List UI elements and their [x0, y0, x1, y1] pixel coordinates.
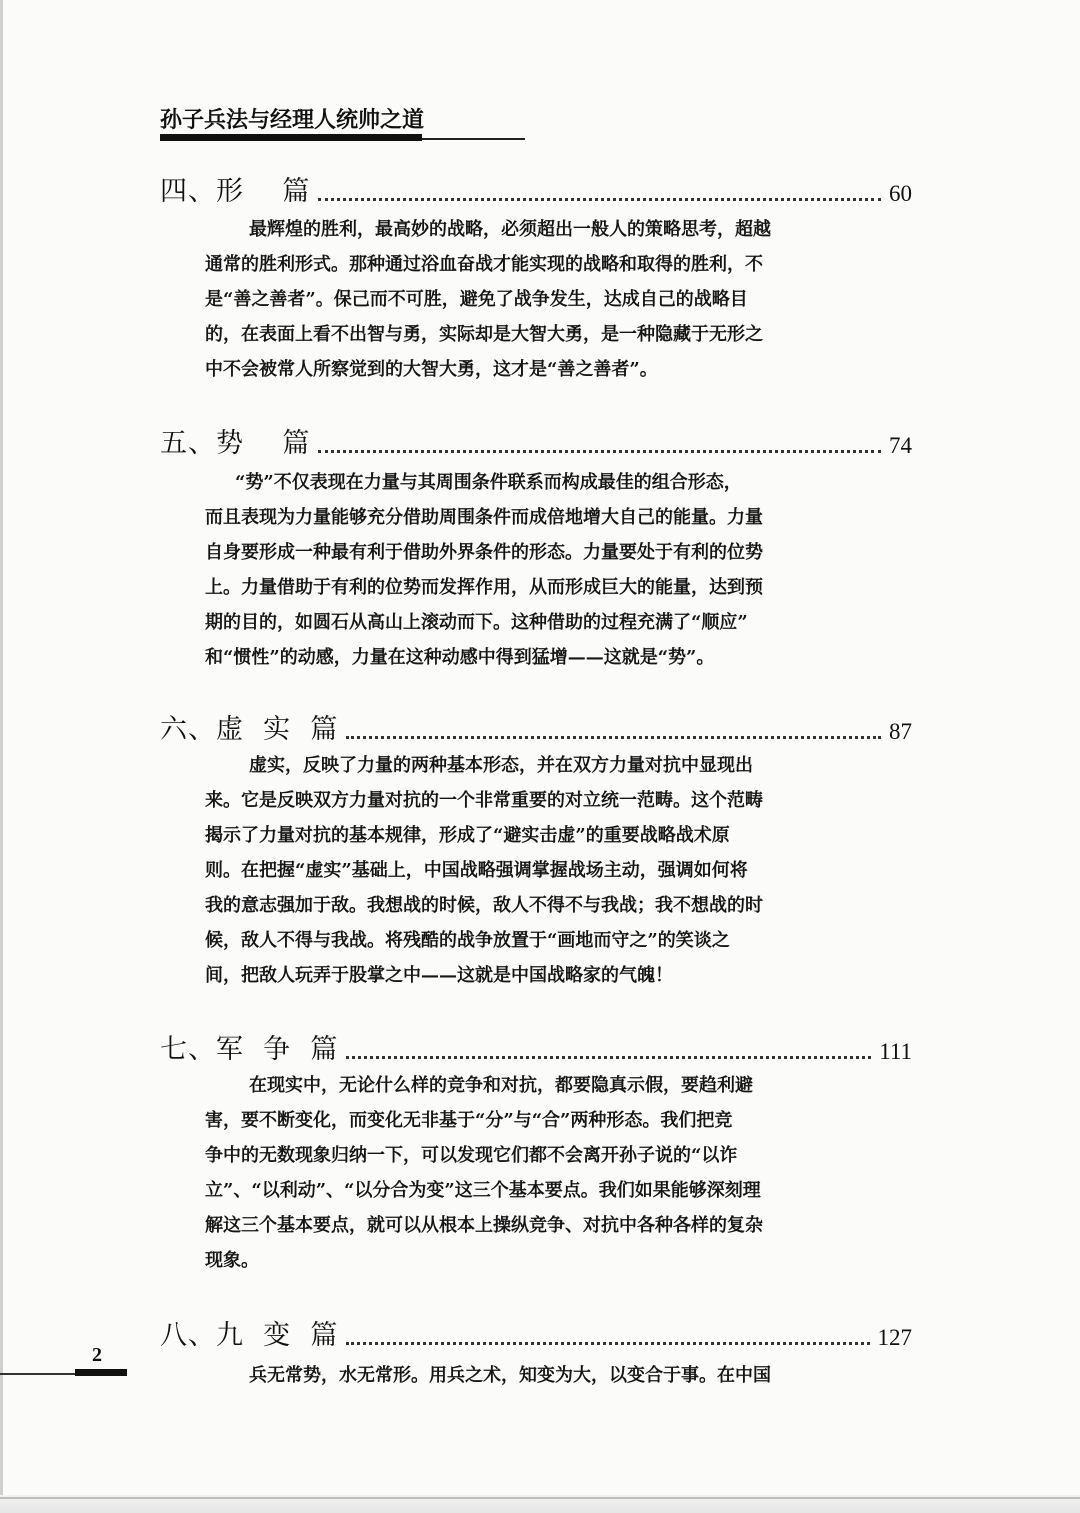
summary-line: 争中的无数现象归纳一下，可以发现它们都不会离开孙子说的“以诈 — [205, 1145, 738, 1166]
toc-entry-summary — [205, 1068, 865, 1278]
toc-leader-dots — [346, 1056, 871, 1059]
toc-entry-page-number: 60 — [889, 181, 912, 206]
toc-leader-dots — [318, 198, 881, 201]
summary-line: 在现实中，无论什么样的竞争和对抗，都要隐真示假，要趋利避 — [249, 1075, 753, 1096]
toc-leader-dots — [346, 736, 881, 739]
summary-line: 通常的胜利形式。那种通过浴血奋战才能实现的战略和取得的胜利，不 — [205, 254, 763, 275]
summary-line: 和“惯性”的动感，力量在这种动感中得到猛增——这就是“势”。 — [205, 647, 715, 668]
toc-entry-summary — [205, 212, 865, 387]
toc-entry-page-number: 74 — [889, 433, 912, 458]
folio-page-number: 2 — [92, 1344, 102, 1366]
toc-entry-title: 七、军 争 篇 — [160, 1034, 339, 1065]
folio-rule-thin — [0, 1373, 75, 1375]
toc-entry-title: 六、虚 实 篇 — [160, 714, 339, 745]
running-header-title: 孙子兵法与经理人统帅之道 — [160, 108, 425, 133]
summary-line: 害，要不断变化，而变化无非基于“分”与“合”两种形态。我们把竞 — [205, 1110, 733, 1131]
toc-leader-dots — [346, 1342, 869, 1345]
toc-entry-title: 四、形 篇 — [160, 176, 311, 207]
folio-rule-thick — [75, 1369, 127, 1376]
toc-entry-heading — [160, 1318, 912, 1352]
toc-entry-summary — [205, 465, 865, 675]
summary-line: 是“善之善者”。保己而不可胜，避免了战争发生，达成自己的战略目 — [205, 289, 748, 310]
toc-entry-summary — [205, 1358, 865, 1393]
summary-line: 揭示了力量对抗的基本规律，形成了“避实击虚”的重要战略战术原 — [205, 825, 730, 846]
summary-line: 解这三个基本要点，就可以从根本上操纵竞争、对抗中各种各样的复杂 — [205, 1215, 763, 1236]
summary-line: 现象。 — [205, 1250, 259, 1271]
summary-line: 上。力量借助于有利的位势而发挥作用，从而形成巨大的能量，达到预 — [205, 577, 763, 598]
summary-line: 的，在表面上看不出智与勇，实际却是大智大勇，是一种隐藏于无形之 — [205, 324, 763, 345]
summary-line: 中不会被常人所察觉到的大智大勇，这才是“善之善者”。 — [205, 359, 658, 380]
toc-entry-heading — [160, 712, 912, 746]
summary-line: 而且表现为力量能够充分借助周围条件而成倍地增大自己的能量。力量 — [205, 507, 763, 528]
toc-entry-title: 八、九 变 篇 — [160, 1320, 339, 1351]
summary-line: 来。它是反映双方力量对抗的一个非常重要的对立统一范畴。这个范畴 — [205, 790, 763, 811]
toc-entry-heading — [160, 1032, 912, 1066]
summary-line: 期的目的，如圆石从高山上滚动而下。这种借助的过程充满了“顺应” — [205, 612, 748, 633]
summary-line: 立”、“以利动”、“以分合为变”这三个基本要点。我们如果能够深刻理 — [205, 1180, 761, 1201]
toc-entry-summary — [205, 748, 865, 993]
summary-line: 间，把敌人玩弄于股掌之中——这就是中国战略家的气魄！ — [205, 965, 673, 986]
summary-line: “势”不仅表现在力量与其周围条件联系而构成最佳的组合形态， — [235, 472, 742, 493]
summary-line: 我的意志强加于敌。我想战的时候，敌人不得不与我战；我不想战的时 — [205, 895, 763, 916]
toc-leader-dots — [318, 450, 881, 453]
summary-line: 自身要形成一种最有利于借助外界条件的形态。力量要处于有利的位势 — [205, 542, 763, 563]
toc-entry-page-number: 111 — [879, 1039, 912, 1064]
summary-line: 则。在把握“虚实”基础上，中国战略强调掌握战场主动，强调如何将 — [205, 860, 748, 881]
toc-entry-heading — [160, 426, 912, 460]
page-left-edge — [0, 0, 3, 1513]
header-rule-thin — [422, 138, 525, 140]
header-rule-thick — [160, 134, 422, 141]
summary-line: 最辉煌的胜利，最高妙的战略，必须超出一般人的策略思考，超越 — [249, 219, 771, 240]
toc-entry-page-number: 127 — [877, 1325, 912, 1350]
summary-line: 虚实，反映了力量的两种基本形态，并在双方力量对抗中显现出 — [249, 755, 753, 776]
summary-line: 候，敌人不得与我战。将残酷的战争放置于“画地而守之”的笑谈之 — [205, 930, 730, 951]
page-bottom-line — [0, 1497, 1080, 1499]
summary-line: 兵无常势，水无常形。用兵之术，知变为大，以变合于事。在中国 — [249, 1365, 771, 1386]
toc-entry-page-number: 87 — [889, 719, 912, 744]
toc-entry-heading — [160, 174, 912, 208]
toc-entry-title: 五、势 篇 — [160, 428, 311, 459]
